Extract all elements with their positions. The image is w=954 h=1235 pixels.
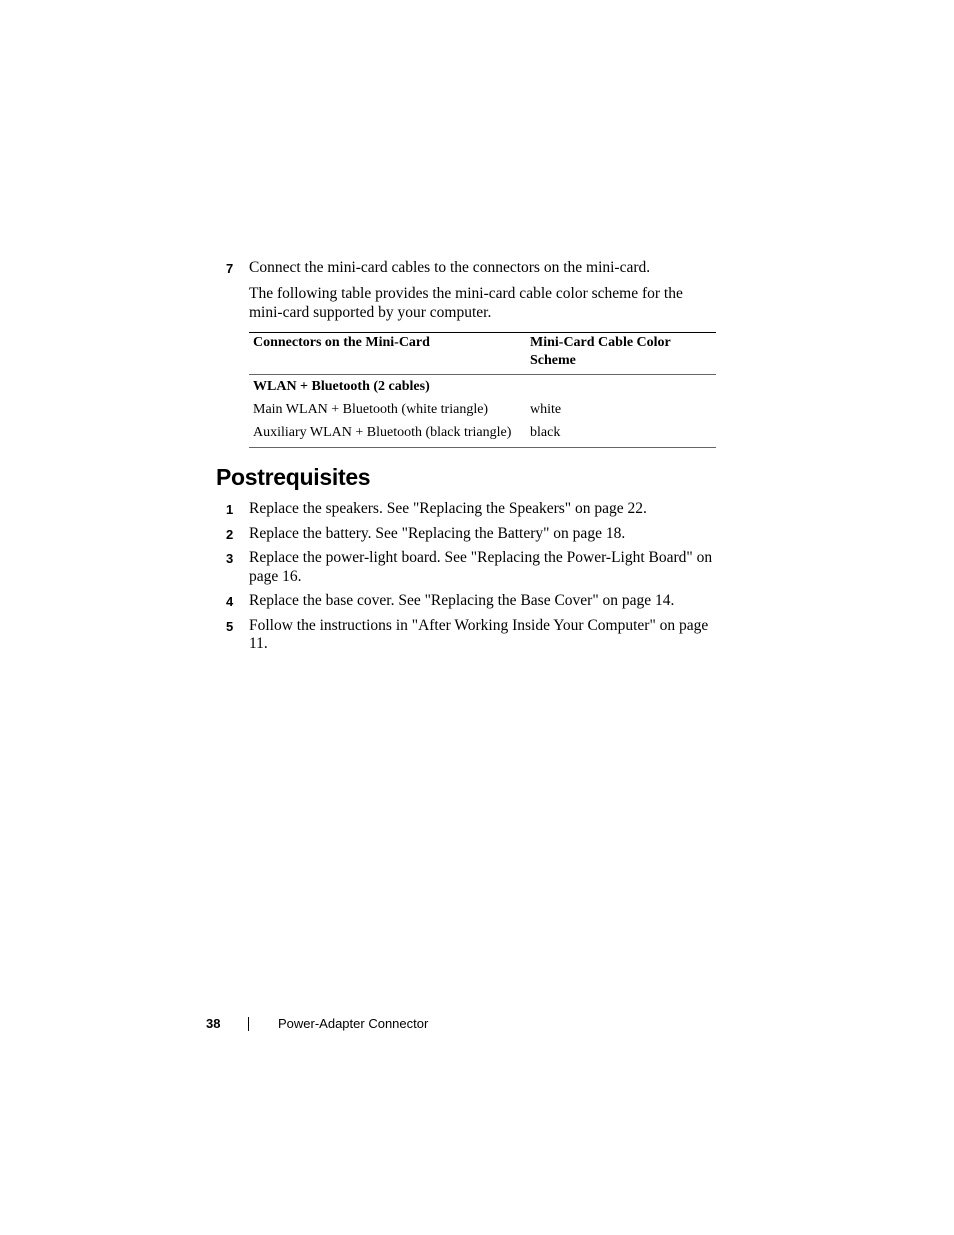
step-7 bbox=[226, 259, 726, 278]
footer-chapter-title: Power-Adapter Connector bbox=[278, 1016, 429, 1031]
list-item-number: 1 bbox=[226, 502, 234, 517]
list-item-text: Follow the instructions in "After Working Inside Your Computer" on page 11. bbox=[249, 616, 709, 652]
list-item-text: Replace the base cover. See "Replacing the Base Cover" on page 14. bbox=[249, 592, 675, 609]
list-item-text: Replace the power-light board. See "Replacing the Power-Light Board" on page 16. bbox=[249, 549, 713, 585]
list-item-number: 3 bbox=[226, 551, 234, 566]
postrequisites-list bbox=[226, 500, 721, 660]
cable-color-table bbox=[249, 332, 716, 448]
table-row bbox=[249, 398, 716, 421]
list-item-number: 2 bbox=[226, 526, 234, 542]
list-item-number: 5 bbox=[226, 618, 234, 634]
list-item-number: 4 bbox=[226, 594, 234, 609]
step-number: 7 bbox=[226, 261, 234, 276]
table-header-color-scheme: Mini-Card Cable Color Scheme bbox=[530, 335, 671, 368]
list-item-text: Replace the battery. See "Replacing the Battery" on page 18. bbox=[249, 524, 626, 542]
table-header-row bbox=[249, 333, 716, 375]
step-text: Connect the mini-card cables to the connectors on the mini-card. bbox=[249, 259, 651, 276]
list-item-text: Replace the speakers. See "Replacing the Speakers" on page 22. bbox=[249, 500, 647, 517]
list-item bbox=[226, 549, 721, 586]
step-row bbox=[226, 259, 726, 278]
list-item bbox=[226, 592, 721, 611]
list-item bbox=[226, 525, 721, 544]
list-item bbox=[226, 617, 721, 654]
table-group-row bbox=[249, 375, 716, 399]
table-header-connectors: Connectors on the Mini-Card bbox=[253, 335, 430, 350]
table-row bbox=[249, 421, 716, 448]
table-intro-paragraph: The following table provides the mini-card cable color scheme for the mini-card supported by your computer. bbox=[249, 285, 683, 321]
table-cell-color: black bbox=[530, 425, 561, 440]
list-item bbox=[226, 500, 721, 519]
section-heading: Postrequisites bbox=[216, 464, 371, 490]
table-group-label: WLAN + Bluetooth (2 cables) bbox=[253, 379, 430, 394]
table-cell-connector: Main WLAN + Bluetooth (white triangle) bbox=[253, 402, 489, 417]
table-cell-connector: Auxiliary WLAN + Bluetooth (black triangle) bbox=[253, 425, 512, 440]
table-cell-color: white bbox=[530, 402, 562, 417]
footer-divider bbox=[248, 1017, 249, 1031]
page-number: 38 bbox=[206, 1016, 221, 1031]
